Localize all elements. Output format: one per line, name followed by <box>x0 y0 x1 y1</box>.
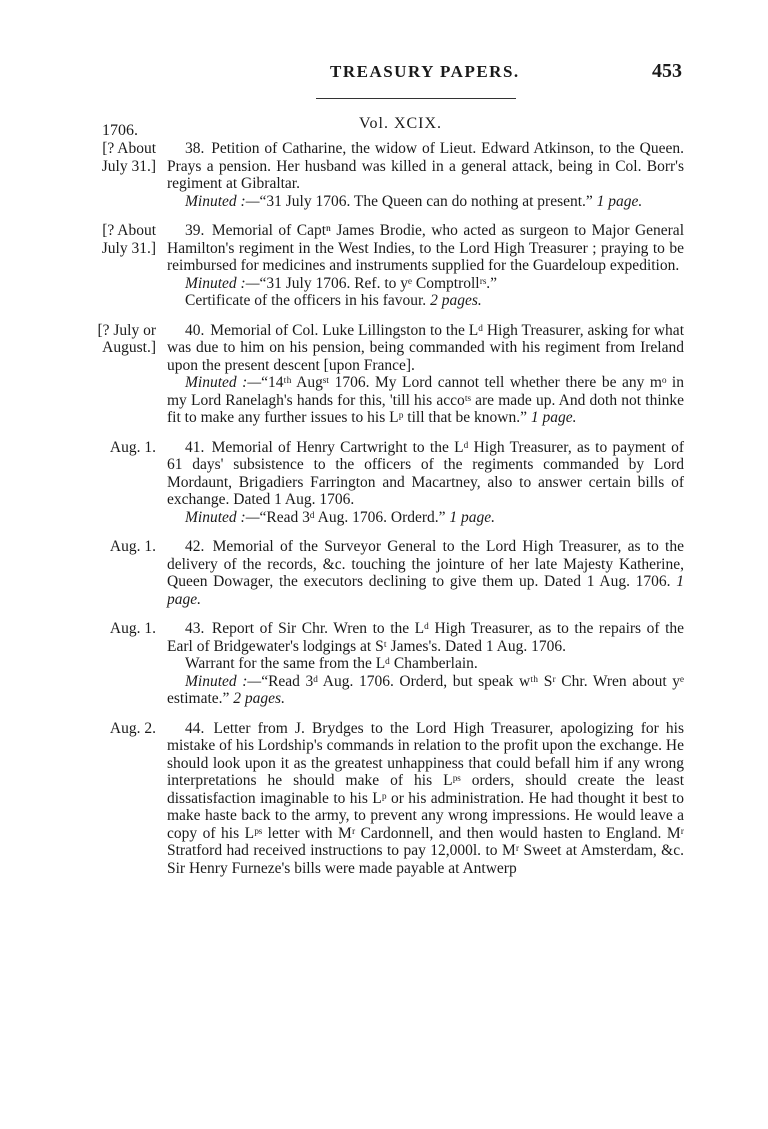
entry-body <box>167 538 684 608</box>
entry-date: Aug. 2. <box>109 719 156 737</box>
entry-body <box>167 322 684 427</box>
minute-text: “Read 3ᵈ Aug. 1706. Orderd.” <box>259 508 446 526</box>
entry-date: Aug. 1. <box>109 620 156 637</box>
page-count: 2 pages. <box>430 292 482 309</box>
page-count: 1 page. <box>530 409 577 426</box>
entry-number: 41. <box>185 438 205 456</box>
page-count: 1 page. <box>449 508 496 526</box>
entry-date: [? About July 31.] <box>101 140 156 175</box>
minute-label: Minuted :— <box>185 274 260 292</box>
page-count: 1 page. <box>596 192 643 210</box>
entry-date: [? July or August.] <box>97 321 156 356</box>
entry-text: Report of Sir Chr. Wren to the Lᵈ High Treasurer, as to the repairs of the Earl of Bridgewater's lodgings at Sᵗ James's. Dated 1 Aug. 1706. <box>167 620 685 655</box>
page-count: 1 page. <box>167 573 684 608</box>
minute-text: “31 July 1706. The Queen can do nothing at present.” <box>259 192 593 210</box>
entry-44 <box>0 720 768 878</box>
entry-42 <box>0 538 768 608</box>
minute-label: Minuted :— <box>185 508 260 526</box>
minute-label: Minuted :— <box>185 672 262 690</box>
warrant-note: Warrant for the same from the Lᵈ Chamberlain. <box>185 655 478 672</box>
entry-body <box>167 439 684 527</box>
minute-label: Minuted :— <box>185 374 262 391</box>
entry-text: Memorial of the Surveyor General to the Lord High Treasurer, as to the delivery of the records, &c. touching the jointure of her late Majesty Katherine, Queen Dowager, the executors declining to give them up. Dated 1 Aug. 1706. <box>167 538 684 590</box>
entry-number: 42. <box>185 538 205 555</box>
entry-number: 44. <box>185 719 205 737</box>
volume-year: 1706. <box>102 122 138 139</box>
entry-text: Memorial of Henry Cartwright to the Lᵈ High Treasurer, as to payment of 61 days' subsistence to the officers of the regiments commanded by Lord Mordaunt, Brigadiers Farrington and Macartney, also to answer certain bills of exchange. Dated 1 Aug. 1706. <box>167 438 685 508</box>
entry-text: Petition of Catharine, the widow of Lieut. Edward Atkinson, to the Queen. Prays a pension. Her husband was killed in a general attack, being in Col. Borr's regiment at Gibraltar. <box>167 140 685 192</box>
entry-text: Memorial of Col. Luke Lillingston to the Lᵈ High Treasurer, asking for what was due to him on his pension, being commanded with his regiment from Ireland upon the present descent [upon France]. <box>167 321 684 374</box>
entry-body <box>167 720 684 878</box>
entry-date: [? About July 31.] <box>101 222 156 257</box>
minute-text: “14ᵗʰ Augˢᵗ 1706. My Lord cannot tell whether there be any mᵒ in my Lord Ranelagh's hands for this, 'till his accoᵗˢ are made up. And doth not thinke fit to make any further issues to his Lᵖ till that be known.” <box>167 374 684 426</box>
entry-41 <box>0 439 768 527</box>
entry-body <box>167 140 684 210</box>
entry-38 <box>0 140 768 210</box>
entry-body <box>167 620 684 708</box>
extra-note: Certificate of the officers in his favour. <box>185 292 427 309</box>
entry-40 <box>0 322 768 427</box>
minute-label: Minuted :— <box>185 192 260 210</box>
entry-number: 38. <box>185 140 205 157</box>
minute-text: “31 July 1706. Ref. to yᵉ Comptrollʳˢ.” <box>259 274 498 292</box>
entry-text: Memorial of Captⁿ James Brodie, who acted as surgeon to Major General Hamilton's regiment in the West Indies, to the Lord High Treasurer ; praying to be reimbursed for medicines and instruments supplied for the Guardeloup expedition. <box>167 222 684 274</box>
entry-number: 40. <box>185 321 205 339</box>
entry-body <box>167 222 684 310</box>
entry-number: 39. <box>185 222 205 239</box>
entry-43 <box>0 620 768 708</box>
page-number: 453 <box>652 60 682 82</box>
page-count: 2 pages. <box>233 690 285 707</box>
entry-number: 43. <box>185 620 205 637</box>
entry-text: Letter from J. Brydges to the Lord High Treasurer, apologizing for his mistake of his Lordship's commands in relation to the profit upon the exchange. He should look upon it as the greatest unhappiness that could befall him if any wrong interpretations he should make of his Lᵖˢ orders, should create the least dissatisfaction imaginable to his Lᵖ or his administration. He had thought it best to make haste back to the army, to prevent any wrong impressions. He would leave a copy of his Lᵖˢ letter with Mʳ Cardonnell, and then would hasten to England. Mʳ Stratford had received instructions to pay 12,000l. to Mʳ Sweet at Amsterdam, &c. Sir Henry Furneze's bills were made payable at Antwerp <box>167 719 684 877</box>
entry-39 <box>0 222 768 310</box>
entry-date: Aug. 1. <box>109 538 156 555</box>
minute-text: “Read 3ᵈ Aug. 1706. Orderd, but speak wᵗʰ Sʳ Chr. Wren about yᵉ estimate.” <box>167 672 684 707</box>
entries-list <box>0 140 768 889</box>
header-rule <box>316 98 516 99</box>
volume-label: Vol. XCIX. <box>359 115 443 132</box>
running-head-title: TREASURY PAPERS. <box>330 62 520 81</box>
entry-date: Aug. 1. <box>109 438 156 456</box>
